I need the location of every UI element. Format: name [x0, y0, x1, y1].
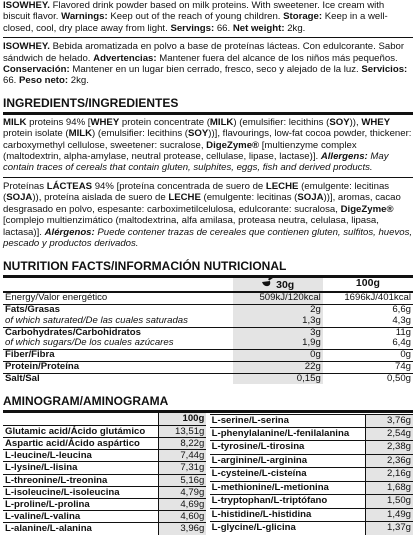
ing-text: )), — [349, 116, 362, 128]
ing-text: [multienzyme complex (maltodextrin, alpha-amylase, neutral protease, cellulase, lipase, lactase)]. — [3, 139, 357, 163]
nutrition-row — [3, 316, 413, 327]
amino-acid-row — [3, 498, 206, 510]
nutrient-100g-value: 6,4g — [392, 337, 411, 349]
net-weight-label: Net weight: — [232, 22, 285, 34]
amino-acid-name: Glutamic acid/Ácido glutámico — [3, 425, 158, 437]
amino-acid-value: 2,38g — [365, 441, 413, 454]
allergens-text: May contain traces of cereals that contain gluten, sulphites, eggs, fish and derived products. — [3, 151, 389, 174]
amino-acid-row — [3, 450, 206, 462]
aminogram-right-table — [210, 413, 413, 534]
amino-acid-value: 2,54g — [365, 427, 413, 440]
amino-acid-name: L-alanine/L-alanina — [3, 523, 158, 535]
allergen-leche: LECHE — [265, 180, 299, 192]
ingredients-en — [3, 116, 413, 175]
nutrition-row — [3, 292, 413, 304]
aminogram-header-blank — [3, 413, 158, 425]
amino-acid-name: L-isoleucine/L-isoleucina — [3, 486, 158, 498]
amino-acid-row — [3, 462, 206, 474]
divider — [3, 177, 413, 178]
amino-acid-row — [3, 425, 206, 437]
amino-acid-name: L-methionine/L-metionina — [210, 481, 365, 494]
aminogram-heading: AMINOGRAM/AMINOGRAMA — [3, 394, 169, 409]
servings-label: Servings: — [170, 22, 215, 34]
amino-acid-row — [3, 523, 206, 535]
amino-acid-name: L-serine/L-serina — [210, 414, 365, 427]
allergen-whey: WHEY — [90, 116, 120, 128]
amino-acid-row — [210, 481, 413, 494]
warnings-label: Warnings: — [61, 11, 108, 23]
intro-en — [3, 0, 413, 35]
amino-acid-name: L-threonine/L-treonina — [3, 474, 158, 486]
storage-text-es: Mantener en un lugar bien cerrado, fresco, seco y alejado de la luz. — [69, 64, 362, 76]
serving-header — [233, 278, 323, 291]
amino-acid-row — [210, 454, 413, 467]
nutrient-label: Carbohydrates/Carbohidratos — [3, 327, 233, 338]
allergen-milk: MILK — [3, 116, 27, 128]
ingredients-heading: INGREDIENTS/INGREDIENTES — [3, 95, 179, 110]
allergens-label-es: Alérgenos: — [44, 226, 95, 238]
amino-acid-value: 13,51g — [158, 425, 206, 437]
ingredients-es — [3, 180, 413, 250]
digezyme-mark: DigeZyme® — [340, 203, 394, 215]
ing-text: 94% [proteína concentrada de suero de — [92, 180, 266, 192]
amino-acid-row — [210, 508, 413, 521]
ing-text: protein concentrate ( — [119, 116, 210, 128]
ing-text: (emulgente: lecitinas ( — [3, 180, 390, 204]
amino-acid-value: 1,49g — [365, 508, 413, 521]
amino-acid-value: 2,16g — [365, 468, 413, 481]
amino-acid-value: 2,36g — [365, 454, 413, 467]
per-100g-header: 100g — [355, 277, 380, 290]
allergen-milk: MILK — [68, 128, 93, 140]
nutrient-100g-value: 6,6g — [323, 304, 413, 315]
ing-text: (emulgente: lecitinas ( — [200, 192, 298, 204]
nutrient-100g-value: 11g — [323, 327, 413, 338]
ing-text: ) (emulsifier: lecithins ( — [233, 116, 330, 128]
nutrient-100g-value: 0g — [323, 350, 413, 362]
servings-label-es: Servicios: — [361, 64, 408, 76]
allergen-soja: SOJA — [297, 192, 324, 204]
storage-label-es: Conservación: — [3, 64, 70, 76]
ing-text: protein isolate ( — [3, 128, 69, 140]
nutrition-header-row — [3, 278, 413, 291]
warnings-text-es: Mantener fuera del alcance de los niños más pequeños. — [156, 52, 398, 64]
storage-label: Storage: — [283, 11, 323, 23]
amino-acid-row — [3, 486, 206, 498]
digezyme-mark: DigeZyme® — [206, 139, 260, 151]
warnings-text: Keep out of the reach of young children. — [107, 11, 284, 23]
allergen-leche: LECHE — [168, 192, 201, 204]
amino-acid-value: 3,96g — [158, 523, 206, 535]
amino-acid-value: 1,68g — [365, 481, 413, 494]
amino-acid-row — [210, 427, 413, 440]
aminogram-column-header: 100g — [158, 413, 206, 425]
amino-acid-row — [210, 522, 413, 535]
nutrient-100g-value: 0,50g — [323, 373, 413, 384]
ing-text: ))], aromas, cacao desgrasado en polvo, espesante: carboximetilcelulosa, edulcorante: sucralosa, — [3, 192, 401, 215]
nutrition-rows — [3, 291, 413, 384]
intro-es — [3, 40, 413, 88]
allergen-lacteas: LÁCTEAS — [46, 180, 93, 192]
nutrient-label: Energy/Valor energético — [3, 292, 233, 304]
nutrition-row — [3, 373, 413, 384]
amino-acid-value: 1,37g — [365, 522, 413, 535]
amino-acid-row — [210, 495, 413, 508]
amino-acid-row — [3, 437, 206, 449]
allergen-milk: MILK — [209, 116, 234, 128]
nutrition-row — [3, 304, 413, 315]
nutrient-label: of which saturated/De las cuales saturadas — [5, 314, 188, 326]
nutrition-header-blank — [3, 278, 233, 291]
ing-text: [complejo multienzimático (maltodextrina, alfa amilasa, proteasa neutra, celulasa, lipasa, lactasa)]. — [3, 215, 379, 238]
amino-acid-name: L-tyrosine/L-tirosina — [210, 441, 365, 454]
allergen-soy: SOY — [329, 116, 350, 128]
divider — [3, 112, 413, 115]
warnings-label-es: Advertencias: — [93, 52, 157, 64]
amino-acid-value: 4,69g — [158, 498, 206, 510]
divider — [3, 37, 413, 38]
net-weight-value-es: 2kg. — [68, 75, 89, 87]
amino-acid-row — [3, 511, 206, 523]
nutrition-row — [3, 361, 413, 373]
nutrient-serving-value: 509kJ/120kcal — [233, 292, 323, 304]
nutrient-serving-value: 3g — [233, 327, 323, 338]
brand-name: ISOWHEY. — [3, 0, 50, 11]
amino-acid-row — [210, 441, 413, 454]
amino-acid-value: 4,60g — [158, 511, 206, 523]
amino-acid-value: 3,76g — [365, 414, 413, 427]
amino-acid-name: L-phenylalanine/L-fenilalanina — [210, 427, 365, 440]
amino-acid-value: 1,50g — [365, 495, 413, 508]
aminogram-left-table — [3, 413, 206, 534]
amino-acid-value: 8,22g — [158, 437, 206, 449]
nutrition-row — [3, 350, 413, 362]
amino-acid-name: L-tryptophan/L-triptófano — [210, 495, 365, 508]
amino-acid-value: 7,44g — [158, 450, 206, 462]
intro-es-text: Bebida aromatizada en polvo a base de proteínas lácteas. Con edulcorante. Sabor sándwich de helado. — [3, 41, 405, 64]
nutrition-heading: NUTRITION FACTS/INFORMACIÓN NUTRICIONAL — [3, 259, 287, 274]
amino-acid-name: L-proline/L-prolina — [3, 498, 158, 510]
allergen-soja: SOJA — [6, 192, 33, 204]
nutrient-100g-value: 4,3g — [392, 314, 411, 326]
brand-name-es: ISOWHEY. — [3, 41, 50, 53]
amino-acid-name: L-arginine/L-arginina — [210, 454, 365, 467]
nutrient-label: Salt/Sal — [3, 373, 233, 384]
nutrient-label: Fats/Grasas — [3, 304, 233, 315]
servings-value-es: 66. — [3, 75, 20, 87]
nutrition-row — [3, 338, 413, 349]
allergens-label: Allergens: — [320, 151, 368, 163]
ing-text: ) (emulsifier: lecithins ( — [92, 128, 189, 140]
ing-text: ))], flavourings, low-fat cocoa powder, thickener: carboxymethyl cellulose, sweetener: sucralose, — [3, 128, 412, 151]
nutrient-serving-value: 0g — [233, 350, 323, 362]
amino-acid-row — [210, 468, 413, 481]
scoop-icon — [261, 278, 273, 291]
nutrient-label: of which sugars/De los cuales azúcares — [5, 337, 174, 349]
nutrient-serving-value: 22g — [233, 361, 323, 373]
nutrient-label: Protein/Proteína — [3, 361, 233, 373]
amino-acid-name: L-lysine/L-lisina — [3, 462, 158, 474]
nutrient-label: Fiber/Fibra — [3, 350, 233, 362]
nutrient-serving-value: 1,9g — [233, 338, 323, 349]
amino-acid-name: L-leucine/L-leucina — [3, 450, 158, 462]
amino-acid-row — [210, 414, 413, 427]
amino-acid-name: Aspartic acid/Ácido aspártico — [3, 437, 158, 449]
allergen-whey: WHEY — [361, 116, 391, 128]
nutrient-100g-value: 1696kJ/401kcal — [323, 292, 413, 304]
aminogram-header-row — [3, 413, 206, 425]
storage-text: Keep in a well-closed, cool, dry place away from light. — [3, 11, 388, 34]
nutrient-serving-value: 0,15g — [233, 373, 323, 384]
servings-value: 66. — [214, 22, 233, 34]
nutrient-serving-value: 2g — [233, 304, 323, 315]
nutrient-100g-value: 74g — [323, 361, 413, 373]
nutrient-serving-value: 1,3g — [233, 316, 323, 327]
nutrition-table — [3, 278, 413, 291]
serving-size-label: 30g — [276, 279, 295, 292]
net-weight-label-es: Peso neto: — [19, 75, 69, 87]
amino-acid-name: L-histidine/L-histidina — [210, 508, 365, 521]
ing-text: Proteínas — [3, 180, 47, 192]
aminogram-tables — [3, 413, 413, 534]
allergens-text-es: Puede contener trazas de cereales que contienen gluten, sulfitos, huevos, pescado y productos derivados. — [3, 226, 413, 249]
amino-acid-value: 7,31g — [158, 462, 206, 474]
amino-acid-value: 4,79g — [158, 486, 206, 498]
intro-en-text: Flavored drink powder based on milk proteins. With sweetener. Ice cream with biscuit flavor. — [3, 0, 385, 23]
amino-acid-value: 5,16g — [158, 474, 206, 486]
ing-text: )), proteína aislada de suero de — [32, 192, 169, 204]
ing-text: proteins 94% [ — [26, 116, 91, 128]
amino-acid-name: L-cysteine/L-cisteína — [210, 468, 365, 481]
amino-acid-row — [3, 474, 206, 486]
net-weight-value: 2kg. — [284, 22, 306, 34]
allergen-soy: SOY — [188, 128, 209, 140]
amino-acid-name: L-glycine/L-glicina — [210, 522, 365, 535]
amino-acid-name: L-valine/L-valina — [3, 511, 158, 523]
